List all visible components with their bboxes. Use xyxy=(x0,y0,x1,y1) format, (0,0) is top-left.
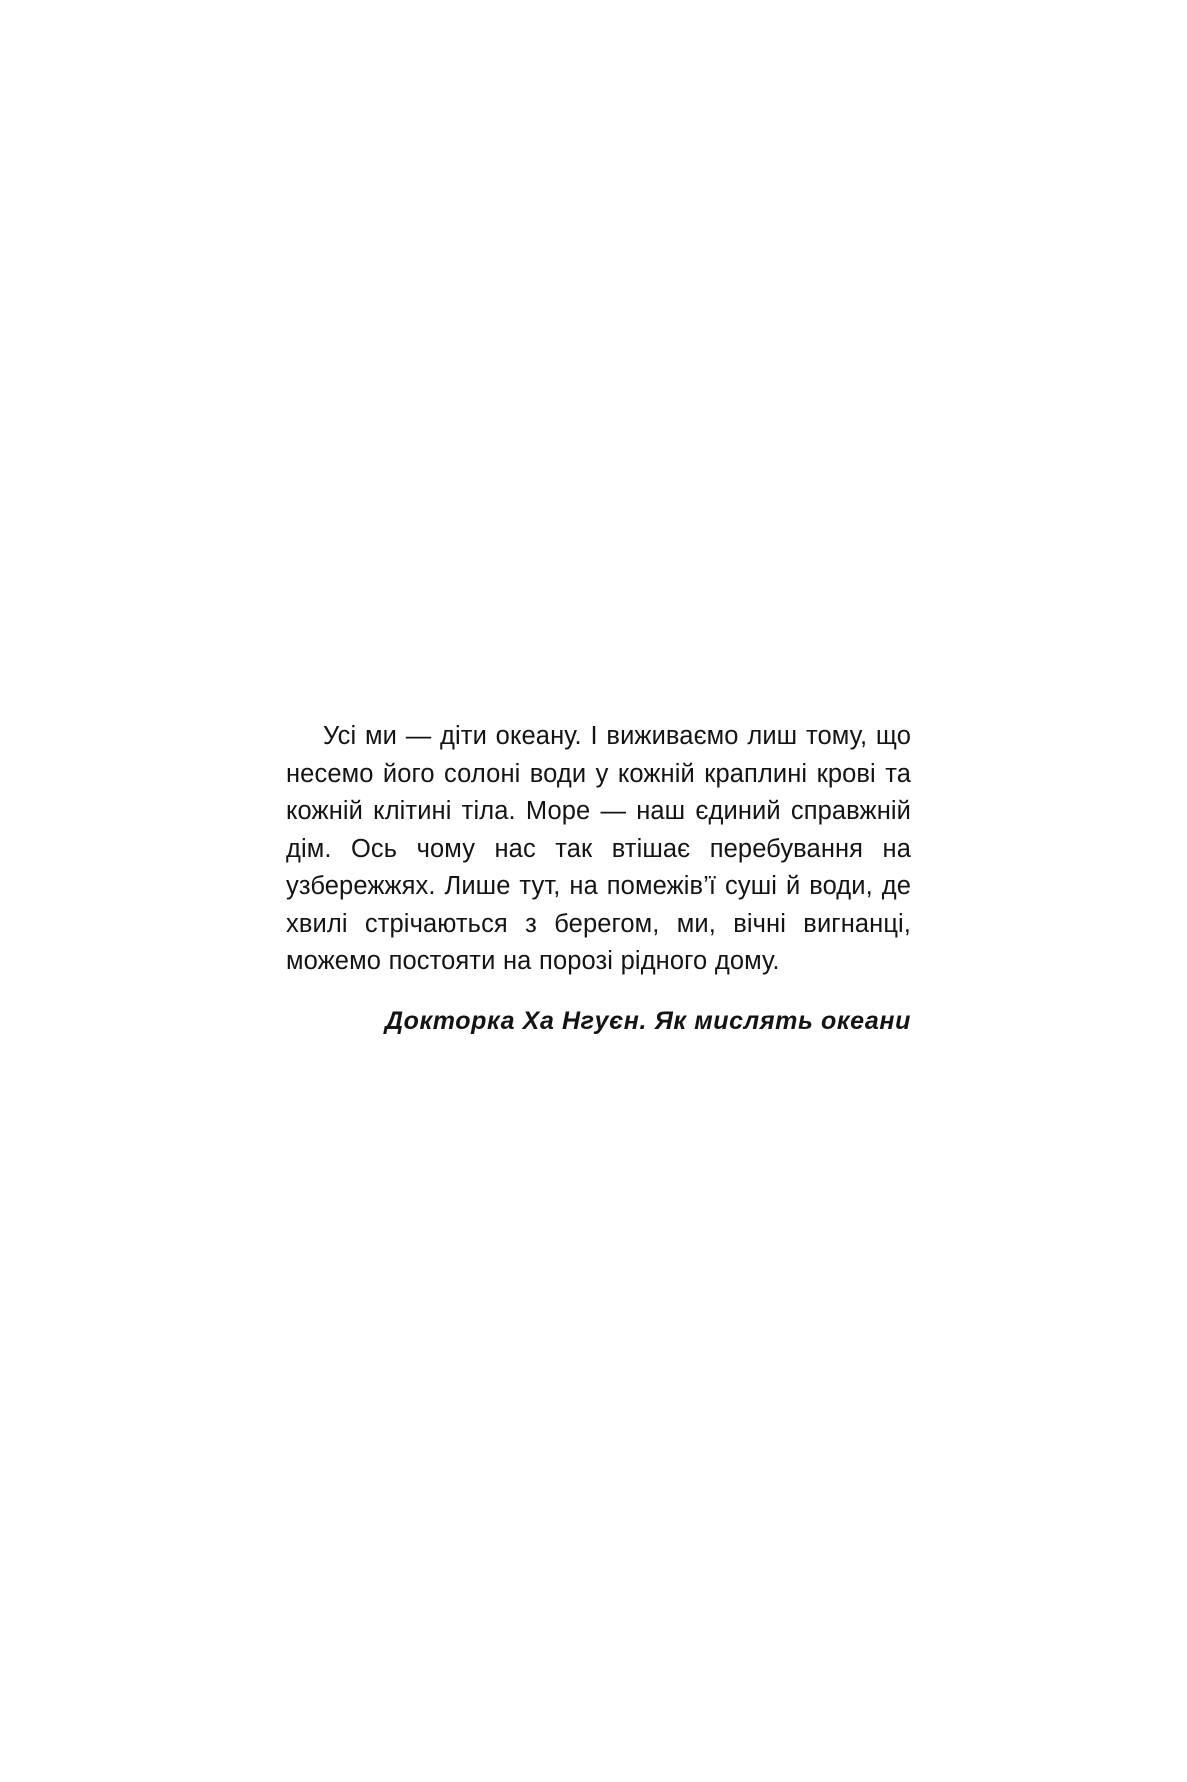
epigraph-body: Усі ми — діти океану. І виживаємо лиш тому, що несемо його солоні води у кожній краплині крові та кожній клітині тіла. Море — наш єдиний справжній дім. Ось чому нас так втішає перебування на узбережжях. Лише тут, на помежів’ї суші й води, де хвилі стрічаються з берегом, ми, вічні вигнанці, можемо постояти на порозі рідного дому. xyxy=(286,722,911,975)
epigraph-source-attribution: Докторка Ха Нгуєн. Як мислять океани xyxy=(385,1006,911,1035)
epigraph-block xyxy=(286,718,911,1039)
